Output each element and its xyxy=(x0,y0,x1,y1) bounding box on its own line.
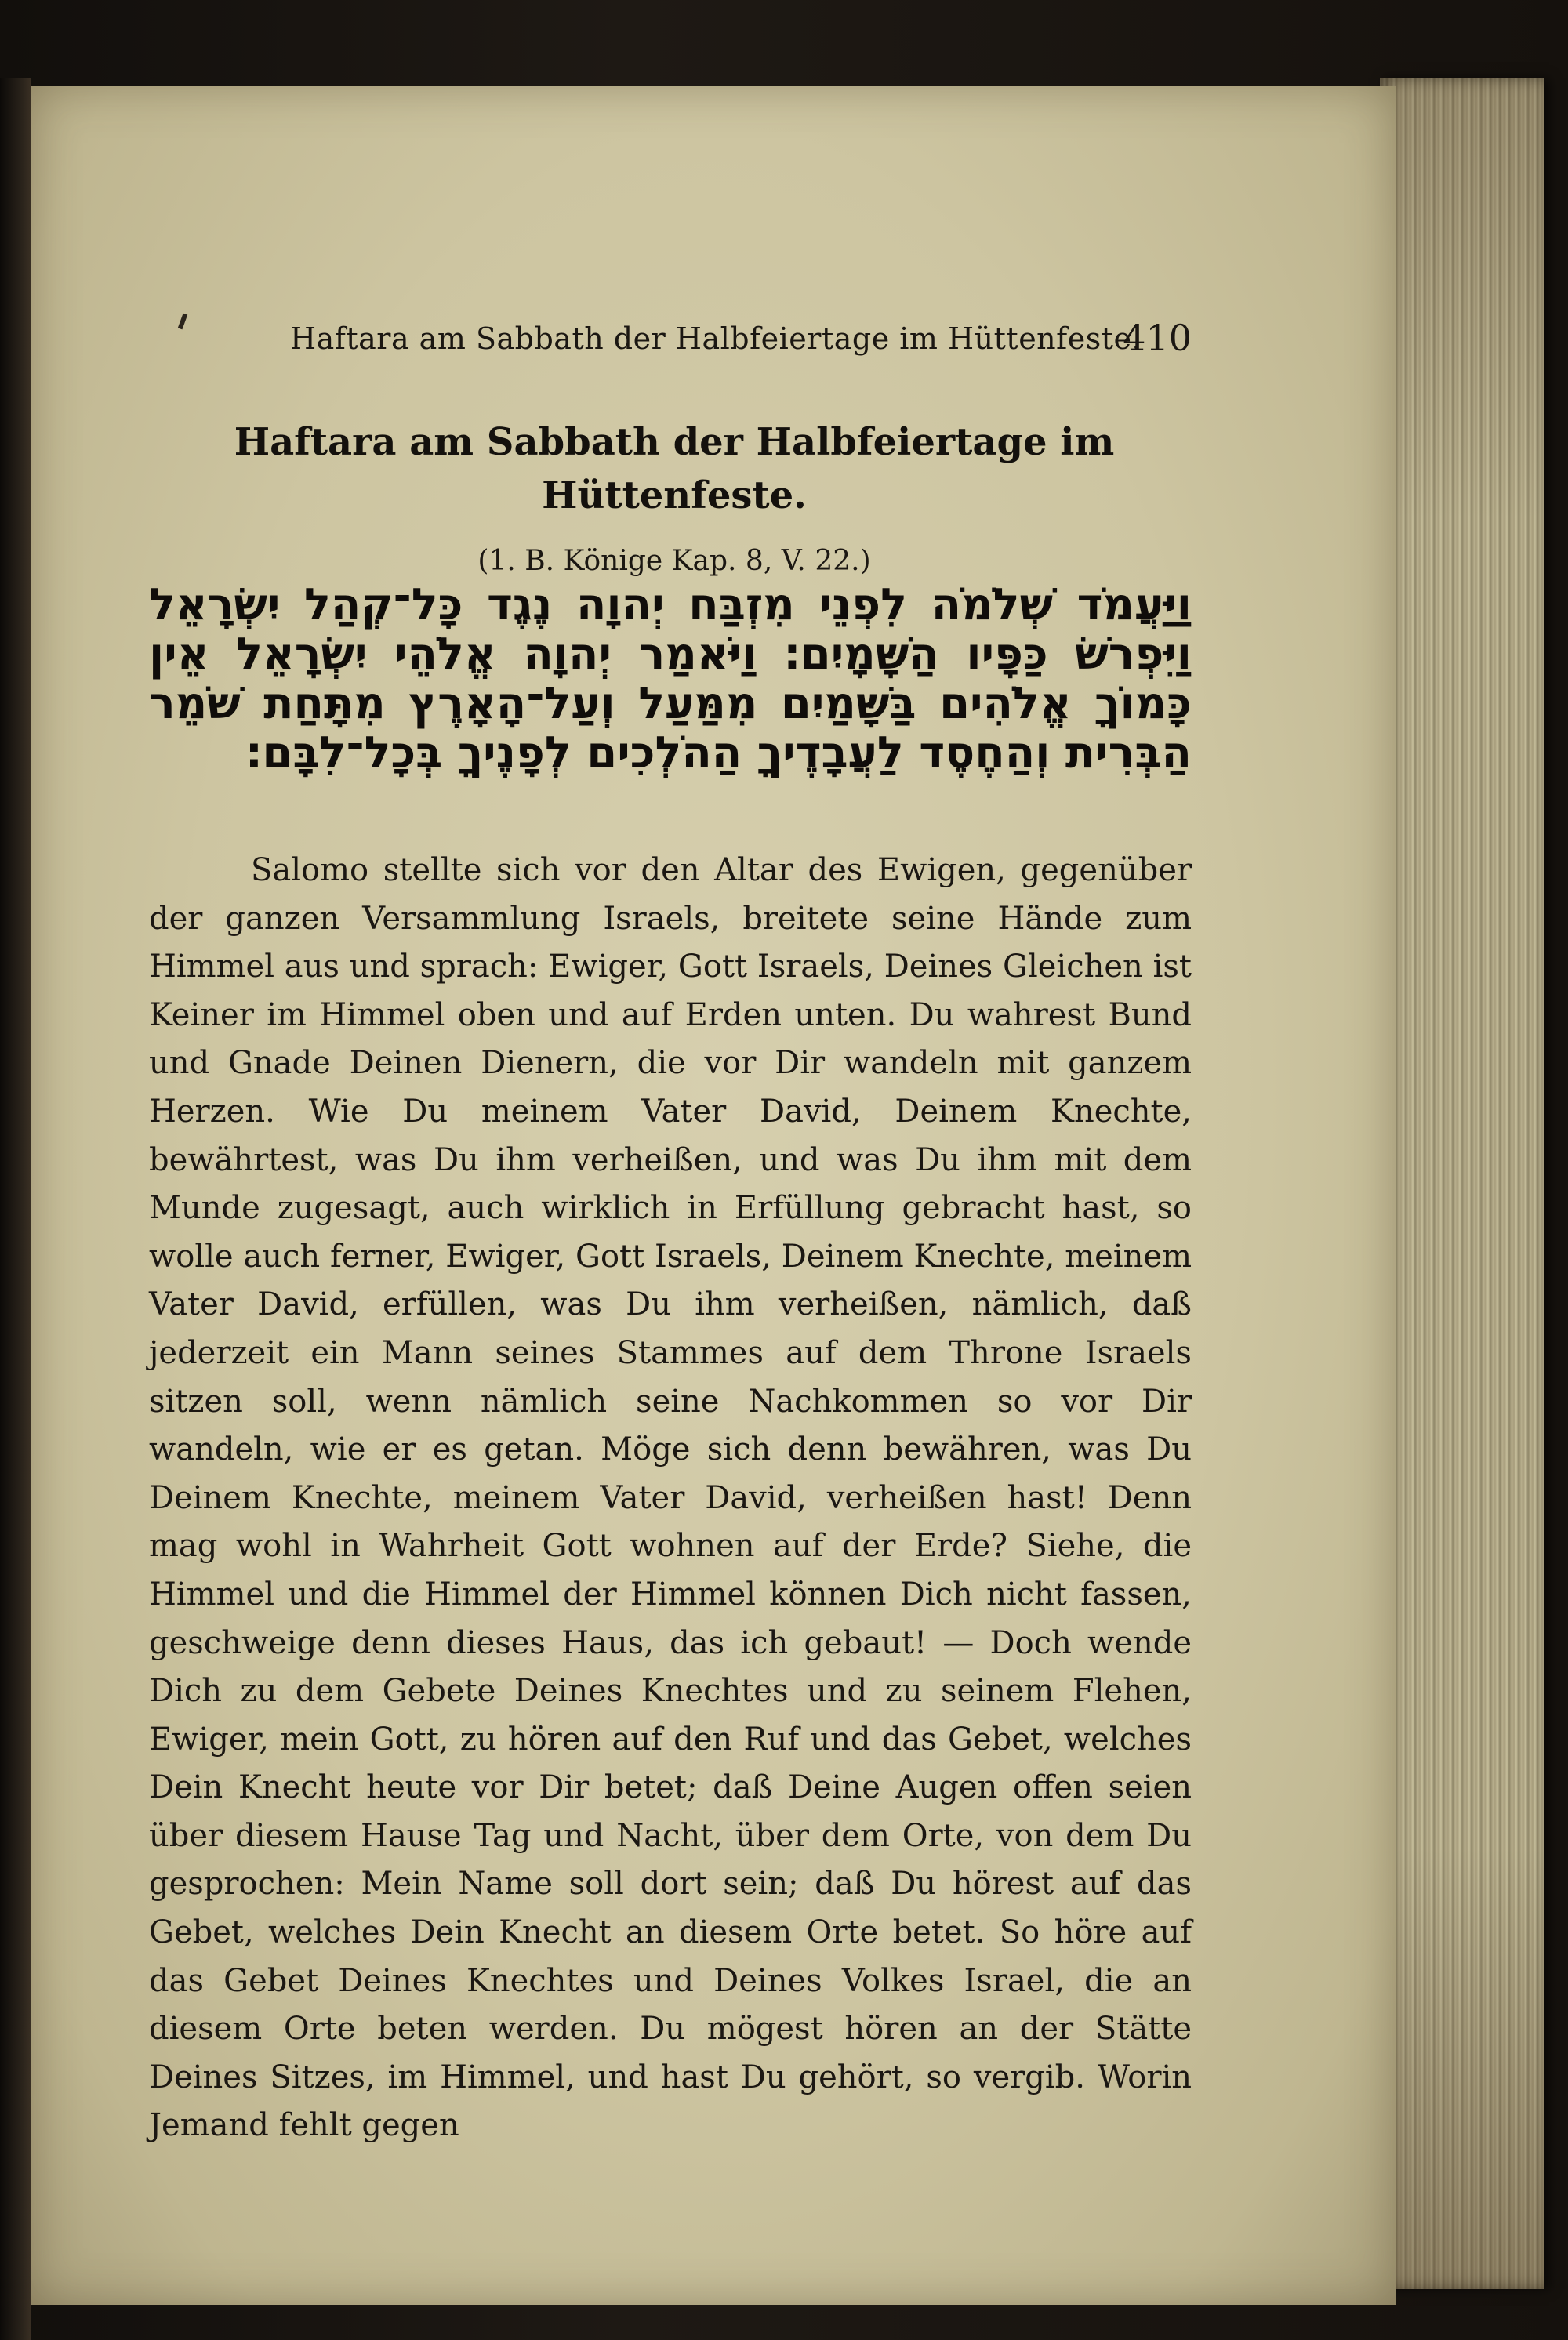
running-title: Haftara am Sabbath der Halbfeiertage im Hüttenfeste. xyxy=(290,321,1142,356)
running-head xyxy=(157,317,1192,368)
translation-paragraph: Salomo stellte sich vor den Altar des Ewigen, gegenüber der ganzen Versammlung Israels, breitete seine Hände zum Himmel aus und sprach: Ewiger, Gott Israels, Deines Gleichen ist Keiner im Himmel oben und auf Erden unten. Du wahrest Bund und Gnade Deinen Dienern, die vor Dir wandeln mit ganzem Herzen. Wie Du meinem Vater David, Deinem Knechte, bewährtest, was Du ihm verheißen, und was Du ihm mit dem Munde zugesagt, auch wirklich in Erfüllung gebracht hast, so wolle auch ferner, Ewiger, Gott Israels, Deinem Knechte, meinem Vater David, erfüllen, was Du ihm verheißen, nämlich, daß jederzeit ein Mann seines Stammes auf dem Throne Israels sitzen soll, wenn nämlich seine Nachkommen so vor Dir wandeln, wie er es getan. Möge sich denn bewähren, was Du Deinem Knechte, meinem Vater David, verheißen hast! Denn mag wohl in Wahrheit Gott wohnen auf der Erde? Siehe, die Himmel und die Himmel der Himmel können Dich nicht fassen, geschweige denn dieses Haus, das ich gebaut! — Doch wende Dich zu dem Gebete Deines Knechtes und zu seinem Flehen, Ewiger, mein Gott, zu hören auf den Ruf und das Gebet, welches Dein Knecht heute vor Dir betet; daß Deine Augen offen seien über diesem Hause Tag und Nacht, über dem Orte, von dem Du gesprochen: Mein Name soll dort sein; daß Du hörest auf das Gebet, welches Dein Knecht an diesem Orte betet. So höre auf das Gebet Deines Knechtes und Deines Volkes Israel, die an diesem Orte beten werden. Du mögest hören an der Stätte Deines Sitzes, im Himmel, und hast Du gehört, so vergib. Worin Jemand fehlt gegen xyxy=(149,852,1192,2144)
scripture-reference: (1. B. Könige Kap. 8, V. 22.) xyxy=(477,545,871,577)
section-heading: Haftara am Sabbath der Halbfeiertage im Hüttenfeste. xyxy=(234,420,1115,517)
book-page xyxy=(31,86,1396,2305)
book-binding-edge xyxy=(0,78,31,2340)
page-stack-edge xyxy=(1380,78,1544,2289)
page-number: 410 xyxy=(1123,317,1192,359)
hebrew-text: וַיַּעֲמֹד שְׁלֹמֹה לִפְנֵי מִזְבַּח יְהוָה נֶגֶד כָּל־קְהַל יִשְׂרָאֵל וַיִּפְרֹשׂ כַּפָּיו הַשָּׁמָיִם׃ וַיֹּאמַר יְהוָה אֱלֹהֵי יִשְׂרָאֵל אֵין כָּמוֹךָ אֱלֹהִים בַּשָּׁמַיִם מִמַּעַל וְעַל־הָאָרֶץ מִתָּחַת שֹׁמֵר הַבְּרִית וְהַחֶסֶד לַעֲבָדֶיךָ הַהֹלְכִים לְפָנֶיךָ בְּכָל־לִבָּם׃ xyxy=(149,579,1192,778)
